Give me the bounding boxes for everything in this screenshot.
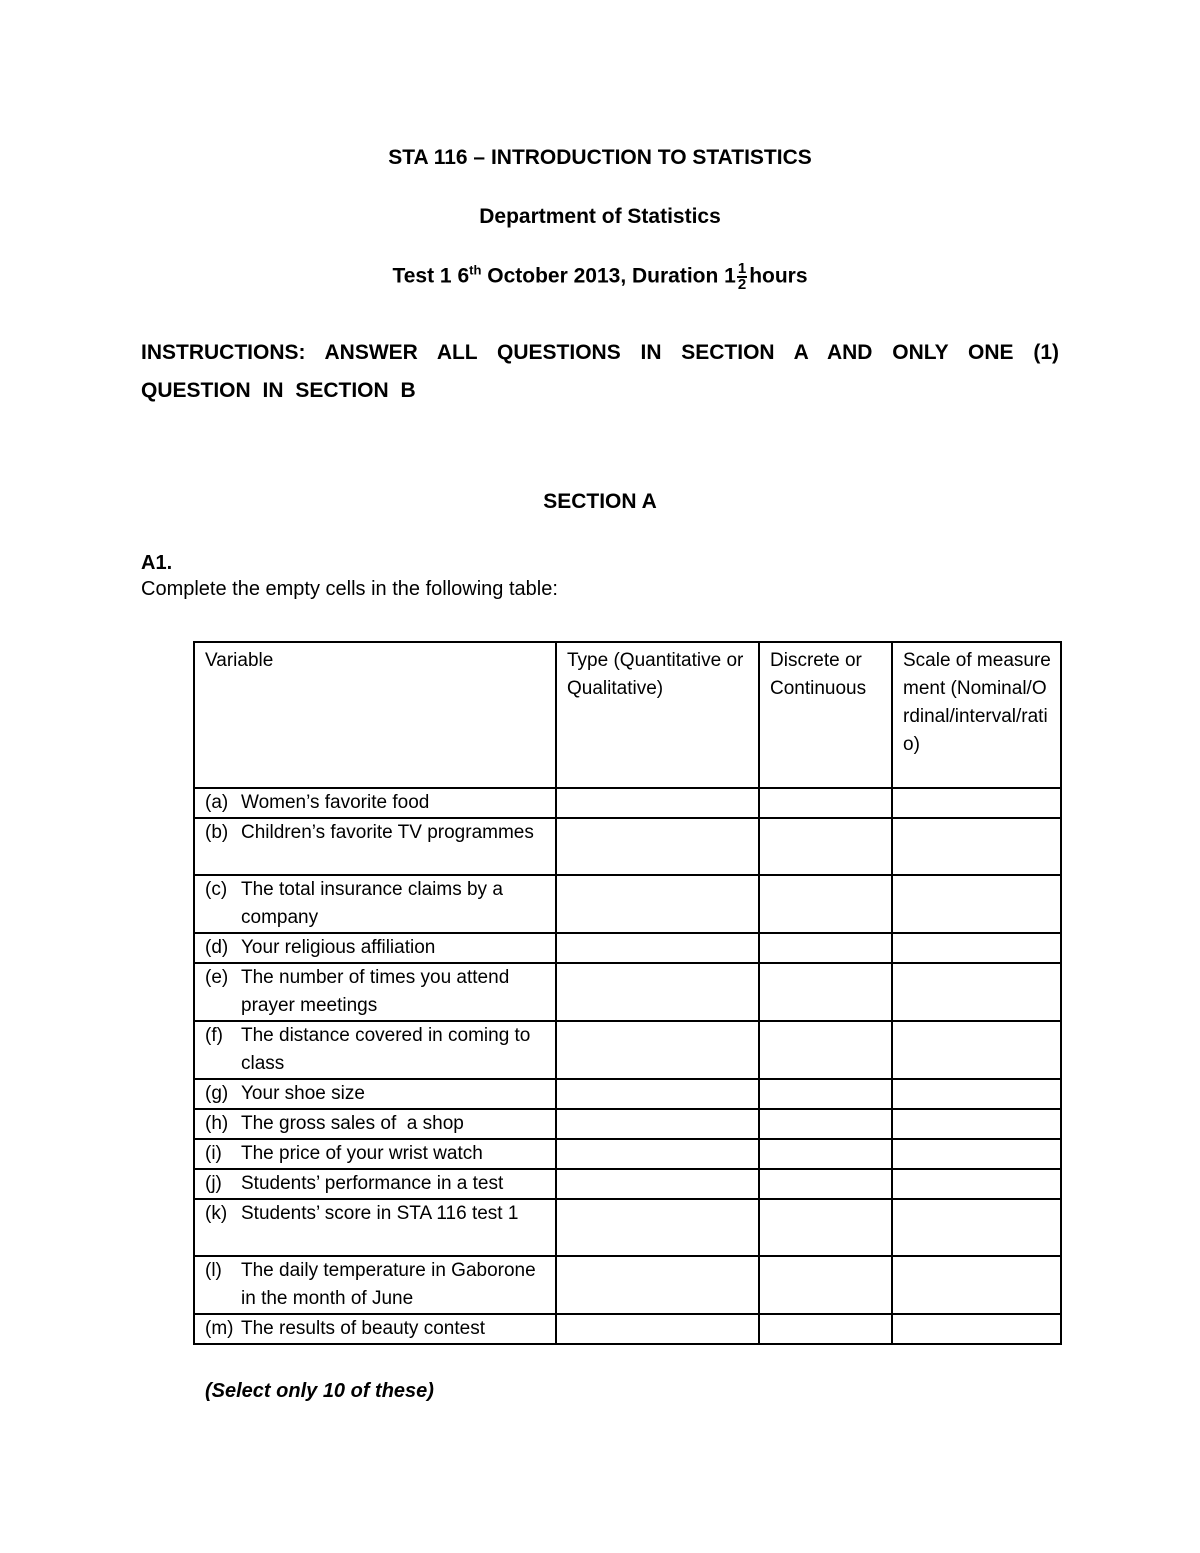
item-label: (c) [205,879,228,900]
duration-fraction [737,262,747,292]
scale-cell[interactable] [892,1109,1061,1139]
discrete-cell[interactable] [759,788,892,818]
type-cell[interactable] [556,1256,759,1314]
scale-cell[interactable] [892,1256,1061,1314]
question-label: A1. [141,552,173,574]
header-variable: Variable [194,642,556,788]
item-label: (b) [205,822,229,843]
table-row [194,933,1061,963]
scale-cell[interactable] [892,1139,1061,1169]
type-cell[interactable] [556,1079,759,1109]
scale-cell[interactable] [892,818,1061,875]
item-label: (m) [205,1318,234,1339]
fraction-denominator: 2 [737,276,747,293]
variable-cell [194,1199,556,1256]
discrete-cell[interactable] [759,1169,892,1199]
discrete-cell[interactable] [759,875,892,933]
item-text: Your shoe size [241,1083,365,1104]
type-cell[interactable] [556,1139,759,1169]
table-row [194,1199,1061,1256]
fraction-numerator: 1 [737,260,747,277]
type-cell[interactable] [556,875,759,933]
item-label: (f) [205,1025,223,1046]
item-text: Women’s favorite food [241,792,430,813]
variable-cell [194,1021,556,1079]
discrete-cell[interactable] [759,1199,892,1256]
variable-cell [194,788,556,818]
discrete-cell[interactable] [759,1079,892,1109]
discrete-cell[interactable] [759,1256,892,1314]
item-text: Children’s favorite TV programmes [241,822,534,843]
type-cell[interactable] [556,788,759,818]
variable-cell [194,1256,556,1314]
type-cell[interactable] [556,1109,759,1139]
department-name: Department of Statistics [479,205,721,228]
type-cell[interactable] [556,933,759,963]
variable-cell [194,1139,556,1169]
header-type: Type (Quantitative or Qualitative) [556,642,759,788]
test-label: Test 1 6 [392,264,470,288]
item-label: (k) [205,1203,228,1224]
type-cell[interactable] [556,1021,759,1079]
item-text: The gross sales of a shop [241,1113,464,1134]
discrete-cell[interactable] [759,963,892,1021]
table-row [194,1021,1061,1079]
type-cell[interactable] [556,1199,759,1256]
variable-cell [194,875,556,933]
table-row [194,1169,1061,1199]
type-cell[interactable] [556,963,759,1021]
item-label: (a) [205,792,229,813]
header-discrete-continuous: Discrete or Continuous [759,642,892,788]
table-row [194,963,1061,1021]
item-text: The results of beauty contest [241,1318,485,1339]
table-row [194,818,1061,875]
item-label: (g) [205,1083,229,1104]
item-label: (d) [205,937,229,958]
table-row [194,788,1061,818]
variable-cell [194,818,556,875]
scale-cell[interactable] [892,875,1061,933]
discrete-cell[interactable] [759,1021,892,1079]
table-row [194,1256,1061,1314]
type-cell[interactable] [556,818,759,875]
scale-cell[interactable] [892,1021,1061,1079]
duration-whole: 1 [724,264,736,288]
variable-cell [194,1169,556,1199]
item-text: Your religious affiliation [241,937,436,958]
scale-cell[interactable] [892,788,1061,818]
item-text: The total insurance claims by a company [241,879,503,928]
discrete-cell[interactable] [759,1109,892,1139]
scale-cell[interactable] [892,1199,1061,1256]
item-label: (l) [205,1260,222,1281]
scale-cell[interactable] [892,933,1061,963]
item-label: (h) [205,1113,229,1134]
variable-cell [194,1314,556,1344]
scale-cell[interactable] [892,1314,1061,1344]
item-text: The distance covered in coming to class [241,1025,531,1074]
item-text: Students’ performance in a test [241,1173,504,1194]
type-cell[interactable] [556,1169,759,1199]
instructions: INSTRUCTIONS: ANSWER ALL QUESTIONS IN SECTION A AND ONLY ONE (1) QUESTION IN SECTION B [141,341,1059,402]
table-row [194,1314,1061,1344]
variables-table [193,641,1062,1345]
discrete-cell[interactable] [759,818,892,875]
type-cell[interactable] [556,1314,759,1344]
variable-cell [194,1109,556,1139]
scale-cell[interactable] [892,1079,1061,1109]
table-row [194,1079,1061,1109]
question-text: Complete the empty cells in the following table: [141,578,558,600]
discrete-cell[interactable] [759,1314,892,1344]
item-text: Students’ score in STA 116 test 1 [241,1203,519,1224]
discrete-cell[interactable] [759,933,892,963]
item-label: (i) [205,1143,222,1164]
variable-cell [194,933,556,963]
item-label: (e) [205,967,229,988]
table-row [194,1139,1061,1169]
selection-note: (Select only 10 of these) [205,1380,434,1402]
table-header-row [194,642,1061,788]
header-scale: Scale of measurement (Nominal/Ordinal/interval/ratio) [892,642,1061,788]
item-label: (j) [205,1173,222,1194]
scale-cell[interactable] [892,963,1061,1021]
test-info-line [0,262,1200,292]
item-text: The number of times you attend prayer meetings [241,967,510,1016]
discrete-cell[interactable] [759,1139,892,1169]
variable-cell [194,963,556,1021]
test-superscript: th [469,262,482,278]
test-date-duration: October 2013, Duration [487,264,719,288]
variable-cell [194,1079,556,1109]
item-text: The daily temperature in Gaborone in the month of June [241,1260,536,1309]
scale-cell[interactable] [892,1169,1061,1199]
table-row [194,875,1061,933]
item-text: The price of your wrist watch [241,1143,483,1164]
course-title: STA 116 – INTRODUCTION TO STATISTICS [388,146,812,169]
section-a-title: SECTION A [543,490,657,513]
duration-unit: hours [749,264,808,288]
table-row [194,1109,1061,1139]
